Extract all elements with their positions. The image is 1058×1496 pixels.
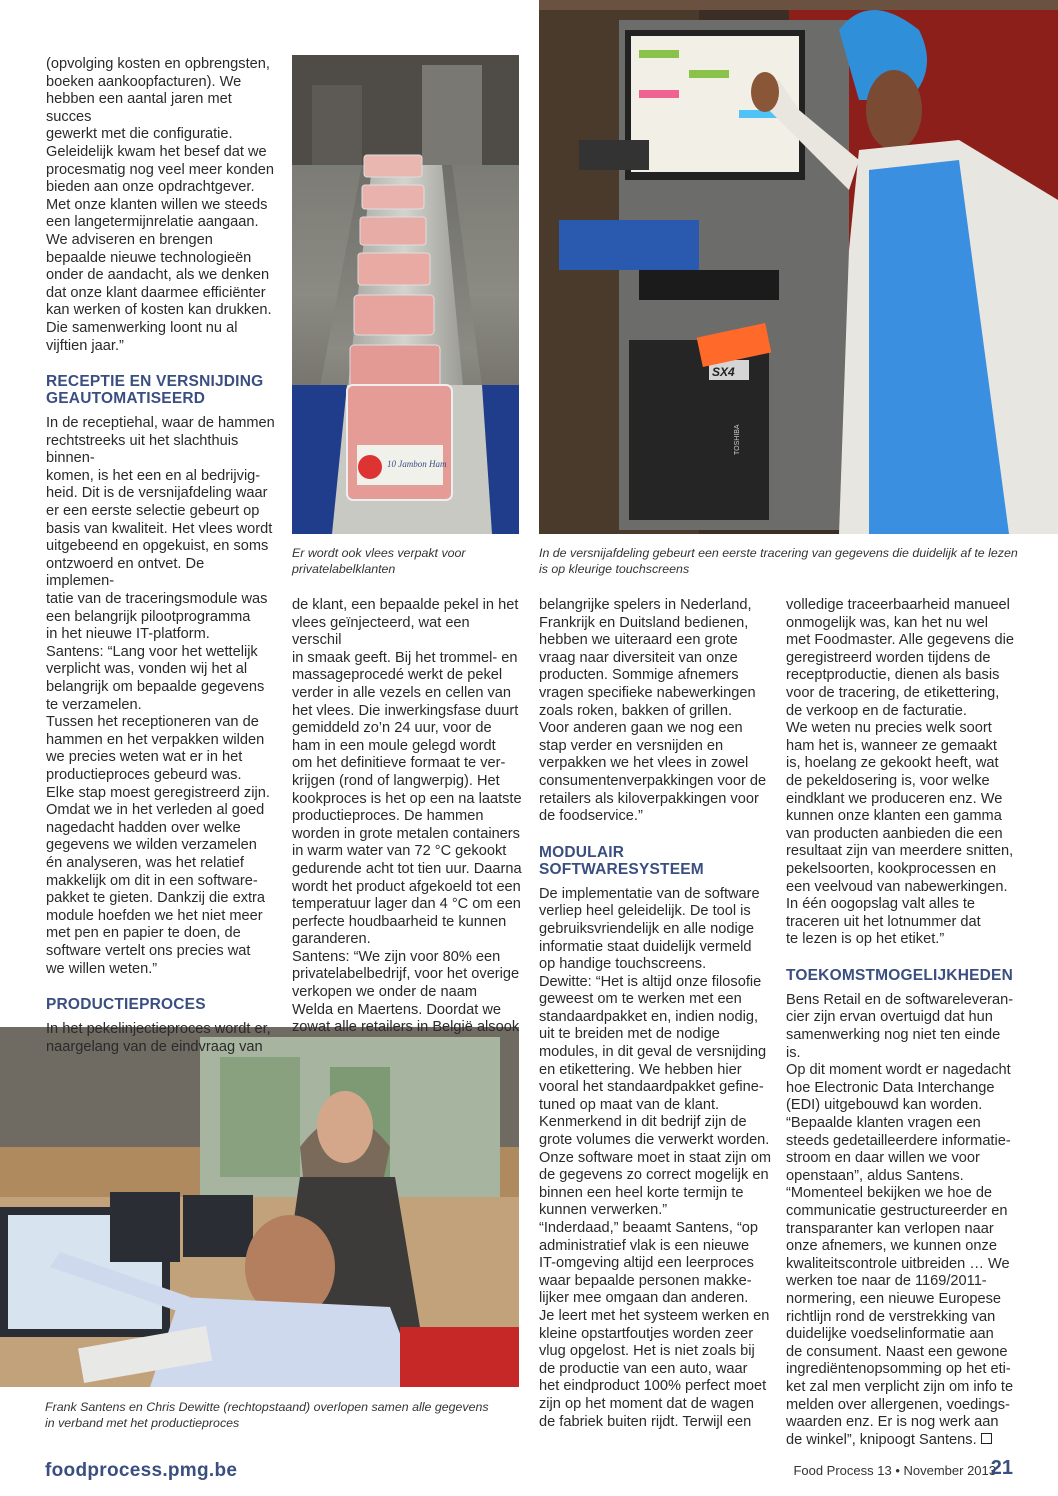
footer-issue: [793, 1463, 996, 1478]
heading-receptie: RECEPTIE EN VERSNIJDING GEAUTOMATISEERD: [46, 373, 264, 408]
column-middle-body: de klant, een bepaalde pekel in het vlees geïnjecteerd, wat een verschil in smaak geeft. Bij het trommel- en massageprocedé werkt de pekel verder in alle vezels en cellen van het vlees. Die inwerkingsfase duurt gemiddeld zo’n 24 uur, voor de ham in een moule gelegd wordt om het definitieve formaat te ver- krijgen (rond of langwerpig). Het kookproces is het op een na laatste productieproces. De hammen worden in grote metalen containers in warm water van 72 °C gekookt gedurende acht tot tien uur. Daarna wordt het product afgekoeld tot een temperatuur lager dan 4 °C om een perfecte houdbaarheid te kunnen garanderen. Santens: “We zijn voor 80% een privatelabelbedrijf, voor het overige verkopen we onder de naam Welda en Maertens. Doordat we zowat alle retailers in België alsook: [292, 597, 522, 1036]
column-right-body1: volledige traceerbaarheid manueel onmogelijk was, kan het nu wel met Foodmaster. Alle gegevens die geregistreerd worden tijdens de receptproductie, dienen als basis voor de tracering, de etikettering, de verkoop en de facturatie. We weten nu precies welk soort ham het is, wanneer ze gemaakt is, hoelang ze gekookt heeft, wat de pekeldosering is, voor welke eindklant we produceren enz. We kunnen onze klanten een gamma van producten aanbieden die een resultaat zijn van meerdere snitten, pekelsoorten, kookprocessen en een veelvoud van nabewerkingen. In één oogopslag valt alles te traceren uit het lotnummer dat te lezen is op het etiket.”: [786, 597, 1014, 948]
conveyor-illustration: [292, 55, 519, 534]
heading-modulair: MODULAIR SOFTWARESYSTEEM: [539, 843, 704, 878]
printer-model: SX4: [712, 365, 735, 379]
caption-conveyor: Er wordt ook vlees verpakt voor privatelabelklanten: [292, 546, 466, 576]
monitor-right: [183, 1195, 253, 1257]
hand: [751, 72, 779, 112]
pack-label: 10 Jambon Ham: [387, 459, 447, 469]
footer-site[interactable]: foodprocess.pmg.be: [45, 1460, 238, 1481]
keyboard: [639, 270, 779, 300]
touchscreen-illustration: [539, 0, 1058, 534]
column-third: [539, 597, 771, 1431]
office-illustration: [0, 1027, 519, 1387]
column-left-body2: In het pekelinjectieproces wordt er, naargelang van de eindvraag van: [46, 1021, 271, 1055]
column-left-body1: In de receptiehal, waar de hammen rechtstreeks uit het slachthuis binnen- komen, is het een en al bedrijvig- heid. Dit is de versnijafdeling waar er een eerste selectie gebeurt op basis van kwaliteit. Het vlees wordt uitgebeend en opgekuist, en soms ontzwoerd en ontvet. De implemen- tatie van de traceringsmodule was een belangrijk pilootprogramma in het nieuwe IT-platform. Santens: “Lang voor het wettelijk verplicht was, vonden wij het al belangrijk om bepaalde gegevens te verzamelen. Tussen het receptioneren van de hammen en het verpakken wilden we precies weten wat er in het productieproces gebeurd was. Elke stap moest geregistreerd zijn. Omdat we in het verleden al goed nagedacht hadden over welke gegevens we wilden verzamelen én analyseren, was het relatief makkelijk om dit in een software- pakket te gieten. Dankzij die extra module hoefden we het niet meer met pen en papier te doen, de software vertelt ons precies wat we willen weten.”: [46, 415, 275, 977]
column-middle: [292, 597, 522, 1037]
column-third-body1: belangrijke spelers in Nederland, Frankrijk en Duitsland bedienen, hebben we uiteraard een grote vraag naar diversiteit van onze producten. Sommige afnemers vragen specifieke nabewerkingen zoals roken, bakken of grillen. Voor anderen gaan we nog een stap verder en versnijden en verpakken we het vlees in zowel consumentenverpakkingen voor de retailers als kiloverpakkingen voor de foodservice.”: [539, 597, 767, 825]
photo-office: [0, 1027, 519, 1387]
photo-touchscreen: [539, 0, 1058, 534]
caption-office: Frank Santens en Chris Dewitte (rechtopstaand) overlopen samen alle gegevens in verband met het productieproces: [45, 1400, 489, 1430]
footer-issue-text: Food Process 13 • November 2013: [793, 1463, 996, 1478]
column-right-body2: [786, 992, 1018, 1449]
page-number: 21: [990, 1457, 1013, 1479]
caption-touchscreen: In de versnijafdeling gebeurt een eerste tracering van gegevens die duidelijk af te lezen is op kleurige touchscreens: [539, 546, 1018, 576]
heading-toekomst: TOEKOMSTMOGELIJKHEDEN: [786, 966, 1013, 984]
column-left-intro: (opvolging kosten en opbrengsten, boeken aankoopfacturen). We hebben een aantal jaren met succes gewerkt met die configuratie. Geleidelijk kwam het besef dat we procesmatig nog veel meer konden bieden aan onze opdrachtgever. Met onze klanten willen we steeds een langetermijnrelatie aangaan. We adviseren en brengen bepaalde nieuwe technologieën onder de aandacht, als we denken dat onze klant daarmee efficiënter kan werken of kosten kan drukken. Die samenwerking loont nu al vijftien jaar.”: [46, 56, 274, 354]
photo-conveyor: [292, 55, 519, 534]
keypad: [579, 140, 649, 170]
column-right-body2-text: Bens Retail en de softwareleveran- cier zijn ervan overtuigd dat hun samenwerking nog niet ten einde is. Op dit moment wordt er nagedacht hoe Electronic Data Interchange (EDI) uitgebouwd kan worden. “Bepaalde klanten vragen een steeds gedetailleerdere informatie- stroom en daar willen we voor openstaan”, aldus Santens. “Momenteel bekijken we hoe de communicatie gestructureerder en transparanter kan verlopen naar onze afnemers, we kunnen onze kwaliteitscontrole uitbreiden … We werken toe naar de 1169/2011- normering, een nieuwe Europese richtlijn rond de verstrekking van duidelijke voedselinformatie aan de consument. Naast een gewone ingrediëntenopsomming op het eti- ket zal men verplicht zijn om info te melden over allergenen, voedings- waarden enz. Er is nog werk aan de winkel”, knipoogt Santens.: [786, 991, 1014, 1448]
printer-brand: TOSHIBA: [734, 424, 741, 455]
end-of-article-icon: [981, 1433, 992, 1444]
column-third-body2: De implementatie van de software verliep heel geleidelijk. De tool is gebruiksvriendelijk en alle nodige informatie staat duidelijk vermeld op handige touchscreens. Dewitte: “Het is altijd onze filosofie geweest om te werken met een standaardpakket en, indien nodig, uit te breiden met de nodige modules, in dit geval de versnijding en etikettering. We hebben hier vooral het standaardpakket gefine- tuned op maat van de klant. Kenmerkend in dit bedrijf zijn de grote volumes die verwerkt worden. Onze software moet in staat zijn om de gegevens zo correct mogelijk en binnen een heel korte termijn te kunnen verwerken.” “Inderdaad,” beaamt Santens, “op administratief vlak is een nieuwe IT-omgeving altijd een leerproces waar bepaalde personen makke- lijker mee omgaan dan anderen. Je leert met het systeem werken en kleine opstartfoutjes worden zeer vlug opgelost. Het is niet zoals bij de productie van een auto, waar het eindproduct 100% perfect moet zijn op het moment dat de wagen de fabriek buiten rijdt. Terwijl een: [539, 885, 771, 1430]
standing-man: [317, 1091, 373, 1163]
column-right: [786, 597, 1018, 1449]
heading-productieproces: PRODUCTIEPROCES: [46, 996, 206, 1014]
column-left: [46, 56, 276, 1056]
